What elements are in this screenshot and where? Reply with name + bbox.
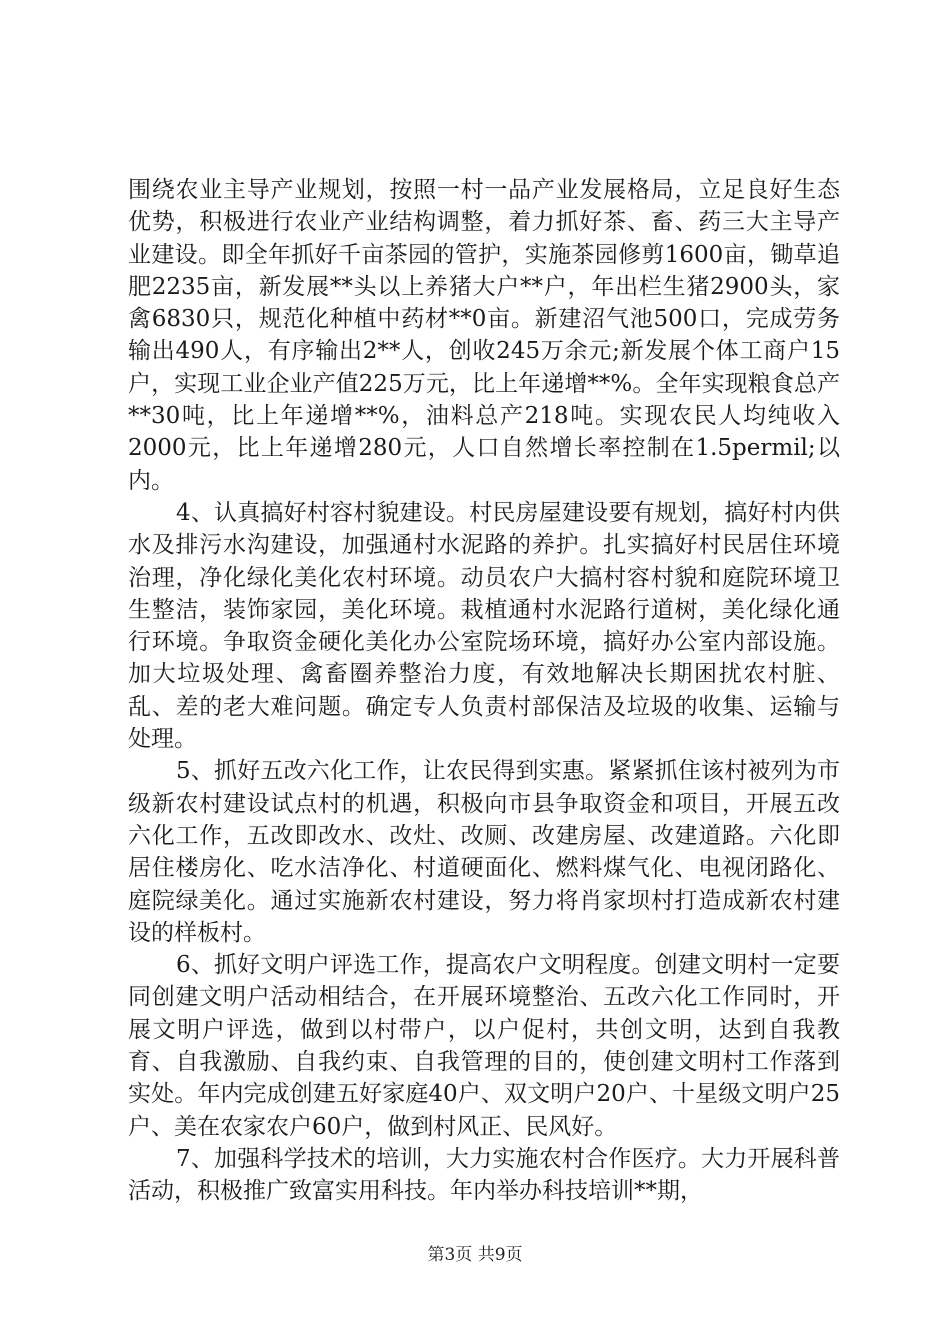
document-body bbox=[128, 174, 840, 1208]
paragraph-5: 7、加强科学技术的培训，大力实施农村合作医疗。大力开展科普活动，积极推广致富实用科技。年内举办科技培训**期， bbox=[128, 1145, 840, 1205]
page-number-footer: 第3页 共9页 bbox=[427, 1245, 523, 1265]
paragraph-2: 4、认真搞好村容村貌建设。村民房屋建设要有规划，搞好村内供水及排污水沟建设，加强通村水泥路的养护。扎实搞好村民居住环境治理，净化绿化美化农村环境。动员农户大搞村容村貌和庭院环境卫生整洁，装饰家园，美化环境。栽植通村水泥路行道树，美化绿化通行环境。争取资金硬化美化办公室院场环境，搞好办公室内部设施。加大垃圾处理、禽畜圈养整治力度，有效地解决长期困扰农村脏、乱、差的老大难问题。确定专人负责村部保洁及垃圾的收集、运输与处理。 bbox=[128, 499, 840, 753]
paragraph-3: 5、抓好五改六化工作，让农民得到实惠。紧紧抓住该村被列为市级新农村建设试点村的机遇，积极向市县争取资金和项目，开展五改六化工作，五改即改水、改灶、改厕、改建房屋、改建道路。六化即居住楼房化、吃水洁净化、村道硬面化、燃料煤气化、电视闭路化、庭院绿美化。通过实施新农村建设，努力将肖家坝村打造成新农村建设的样板村。 bbox=[128, 758, 840, 946]
paragraph-4: 6、抓好文明户评选工作，提高农户文明程度。创建文明村一定要同创建文明户活动相结合，在开展环境整治、五改六化工作同时，开展文明户评选，做到以村带户，以户促村，共创文明，达到自我教育、自我激励、自我约束、自我管理的目的，使创建文明村工作落到实处。年内完成创建五好家庭40户、双文明户20户、十星级文明户25户、美在农家农户60户，做到村风正、民风好。 bbox=[128, 952, 840, 1140]
paragraph-1: 围绕农业主导产业规划，按照一村一品产业发展格局，立足良好生态优势，积极进行农业产业结构调整，着力抓好茶、畜、药三大主导产业建设。即全年抓好千亩茶园的管护，实施茶园修剪1600亩，锄草追肥2235亩，新发展**头以上养猪大户**户，年出栏生猪2900头，家禽6830只，规范化种植中药材**0亩。新建沼气池500口，完成劳务输出490人，有序输出2**人，创收245万余元;新发展个体工商户15户，实现工业企业产值225万元，比上年递增**%。全年实现粮食总产**30吨，比上年递增**%，油料总产218吨。实现农民人均纯收入2000元，比上年递增280元，人口自然增长率控制在1.5permil;以内。 bbox=[128, 177, 840, 494]
